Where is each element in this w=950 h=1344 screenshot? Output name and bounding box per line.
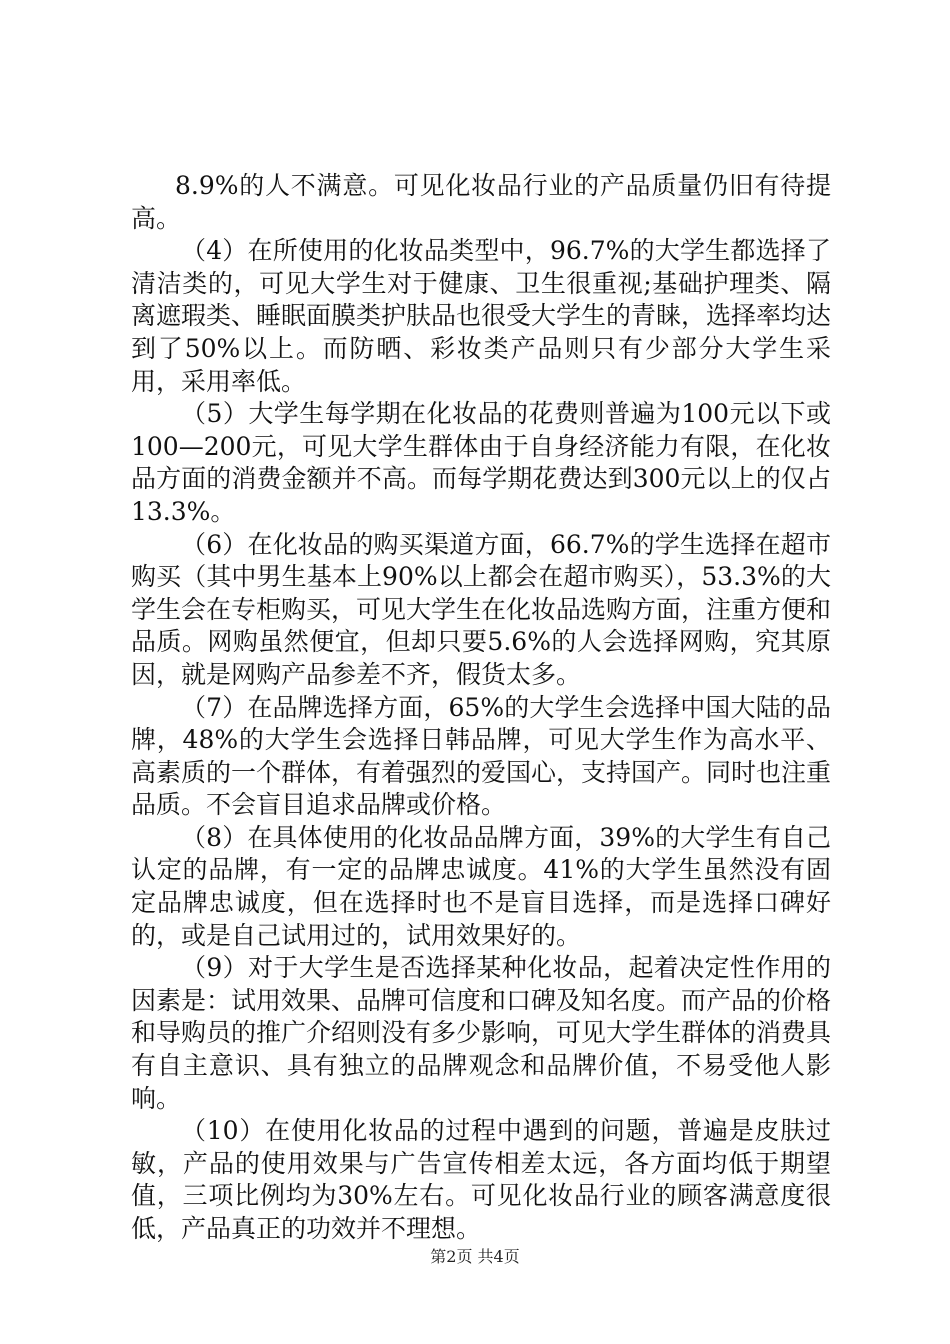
page-number-footer: 第2页 共4页 bbox=[430, 1247, 520, 1266]
paragraph-item-6: （6）在化妆品的购买渠道方面，66.7%的学生选择在超市购买（其中男生基本上90%以上都会在超市购买），53.3%的大学生会在专柜购买，可见大学生在化妆品选购方面，注重方便和品质。网购虽然便宜，但却只要5.6%的人会选择网购，究其原因，就是网购产品参差不齐，假货太多。 bbox=[131, 529, 832, 689]
paragraph-item-10: （10）在使用化妆品的过程中遇到的问题，普遍是皮肤过敏，产品的使用效果与广告宣传相差太远，各方面均低于期望值，三项比例均为30%左右。可见化妆品行业的顾客满意度很低，产品真正的功效并不理想。 bbox=[131, 1116, 831, 1243]
paragraph-item-4: （4）在所使用的化妆品类型中，96.7%的大学生都选择了清洁类的，可见大学生对于健康、卫生很重视;基础护理类、隔离遮瑕类、睡眠面膜类护肤品也很受大学生的青睐，选择率均达到了50%以上。而防晒、彩妆类产品则只有少部分大学生采用，采用率低。 bbox=[131, 236, 832, 396]
document-body bbox=[131, 170, 831, 1246]
paragraph-item-7: （7）在品牌选择方面，65%的大学生会选择中国大陆的品牌，48%的大学生会选择日韩品牌，可见大学生作为高水平、高素质的一个群体，有着强烈的爱国心，支持国产。同时也注重品质。不会盲目追求品牌或价格。 bbox=[131, 692, 832, 820]
paragraph-continuation: 8.9%的人不满意。可见化妆品行业的产品质量仍旧有待提高。 bbox=[131, 171, 831, 233]
paragraph-item-8: （8）在具体使用的化妆品品牌方面，39%的大学生有自己认定的品牌，有一定的品牌忠诚度。41%的大学生虽然没有固定品牌忠诚度，但在选择时也不是盲目选择，而是选择口碑好的，或是自己试用过的，试用效果好的。 bbox=[131, 822, 831, 950]
paragraph-item-5: （5）大学生每学期在化妆品的花费则普遍为100元以下或100—200元，可见大学生群体由于自身经济能力有限，在化妆品方面的消费金额并不高。而每学期花费达到300元以上的仅占13.3%。 bbox=[131, 399, 831, 526]
paragraph-item-9: （9）对于大学生是否选择某种化妆品，起着决定性作用的因素是：试用效果、品牌可信度和口碑及知名度。而产品的价格和导购员的推广介绍则没有多少影响，可见大学生群体的消费具有自主意识、具有独立的品牌观念和品牌价值，不易受他人影响。 bbox=[131, 953, 832, 1113]
